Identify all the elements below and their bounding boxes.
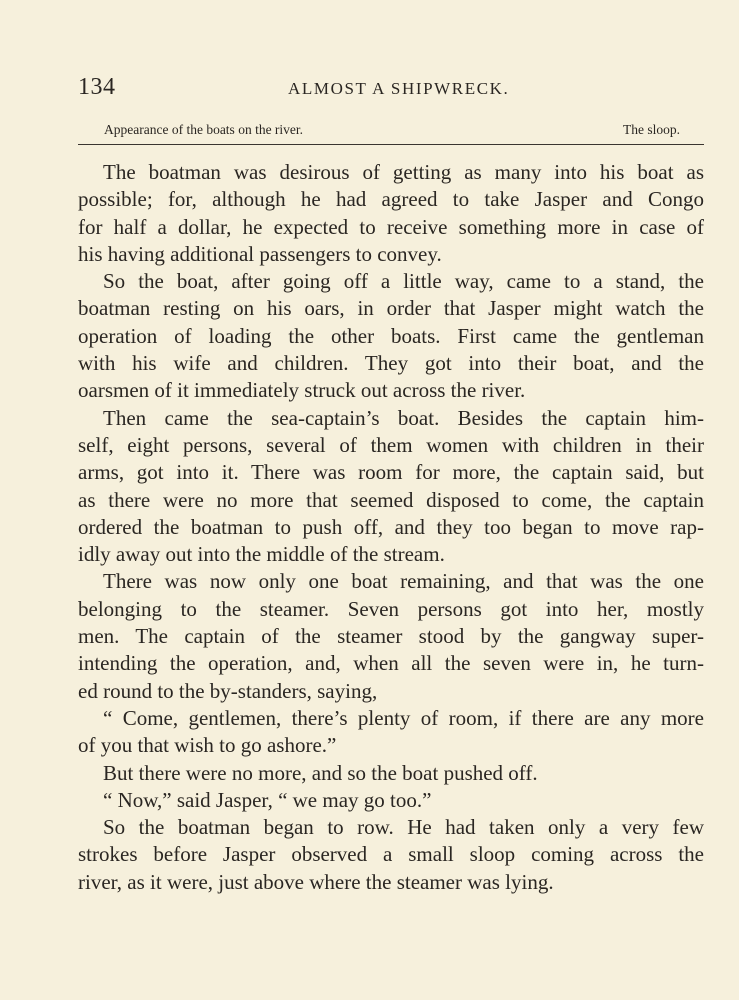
text-line: idly away out into the middle of the stream. bbox=[78, 542, 445, 567]
text-line: with his wife and children. They got into their boat, and the bbox=[78, 351, 704, 376]
running-head bbox=[78, 74, 704, 104]
text-line: belonging to the steamer. Seven persons got into her, mostly bbox=[78, 596, 704, 621]
text-line: The boatman was desirous of getting as many into his boat as bbox=[103, 160, 704, 184]
body-text bbox=[78, 159, 704, 896]
text-line: ordered the boatman to push off, and they too began to move rap- bbox=[78, 514, 704, 539]
text-line: men. The captain of the steamer stood by the gangway super- bbox=[78, 624, 704, 649]
subhead-left: Appearance of the boats on the river. bbox=[104, 122, 304, 137]
text-line: self, eight persons, several of them women with children in their bbox=[78, 432, 704, 457]
text-line: as there were no more that seemed disposed to come, the captain bbox=[78, 487, 704, 512]
text-line: for half a dollar, he expected to receive something more in case of bbox=[78, 214, 704, 239]
text-line: Then came the sea-captain’s boat. Besides the captain him- bbox=[103, 405, 704, 430]
text-line: “ Come, gentlemen, there’s plenty of room, if there are any more bbox=[103, 705, 704, 730]
text-line: intending the operation, and, when all the seven were in, he turn- bbox=[78, 651, 704, 676]
page-number: 134 bbox=[78, 74, 116, 100]
text-line: operation of loading the other boats. First came the gentleman bbox=[78, 323, 704, 348]
text-line: “ Now,” said Jasper, “ we may go too.” bbox=[103, 787, 432, 812]
text-line: ed round to the by-standers, saying, bbox=[78, 678, 378, 703]
text-line: river, as it were, just above where the steamer was lying. bbox=[78, 869, 554, 894]
text-line: So the boatman began to row. He had taken only a very few bbox=[103, 815, 704, 840]
text-line: boatman resting on his oars, in order that Jasper might watch the bbox=[78, 296, 704, 321]
running-title: ALMOST A SHIPWRECK. bbox=[288, 79, 510, 98]
text-line: strokes before Jasper observed a small sloop coming across the bbox=[78, 842, 704, 867]
text-line: So the boat, after going off a little way, came to a stand, the bbox=[103, 269, 704, 294]
text-line: possible; for, although he had agreed to take Jasper and Congo bbox=[78, 187, 704, 212]
text-line: arms, got into it. There was room for more, the captain said, but bbox=[78, 460, 704, 485]
text-line: But there were no more, and so the boat pushed off. bbox=[103, 760, 538, 785]
text-line: There was now only one boat remaining, and that was the one bbox=[103, 569, 704, 594]
subhead-right: The sloop. bbox=[623, 122, 680, 137]
text-line: of you that wish to go ashore.” bbox=[78, 733, 337, 758]
header-rule bbox=[78, 144, 704, 145]
text-line: oarsmen of it immediately struck out across the river. bbox=[78, 378, 526, 403]
text-line: his having additional passengers to convey. bbox=[78, 241, 442, 266]
